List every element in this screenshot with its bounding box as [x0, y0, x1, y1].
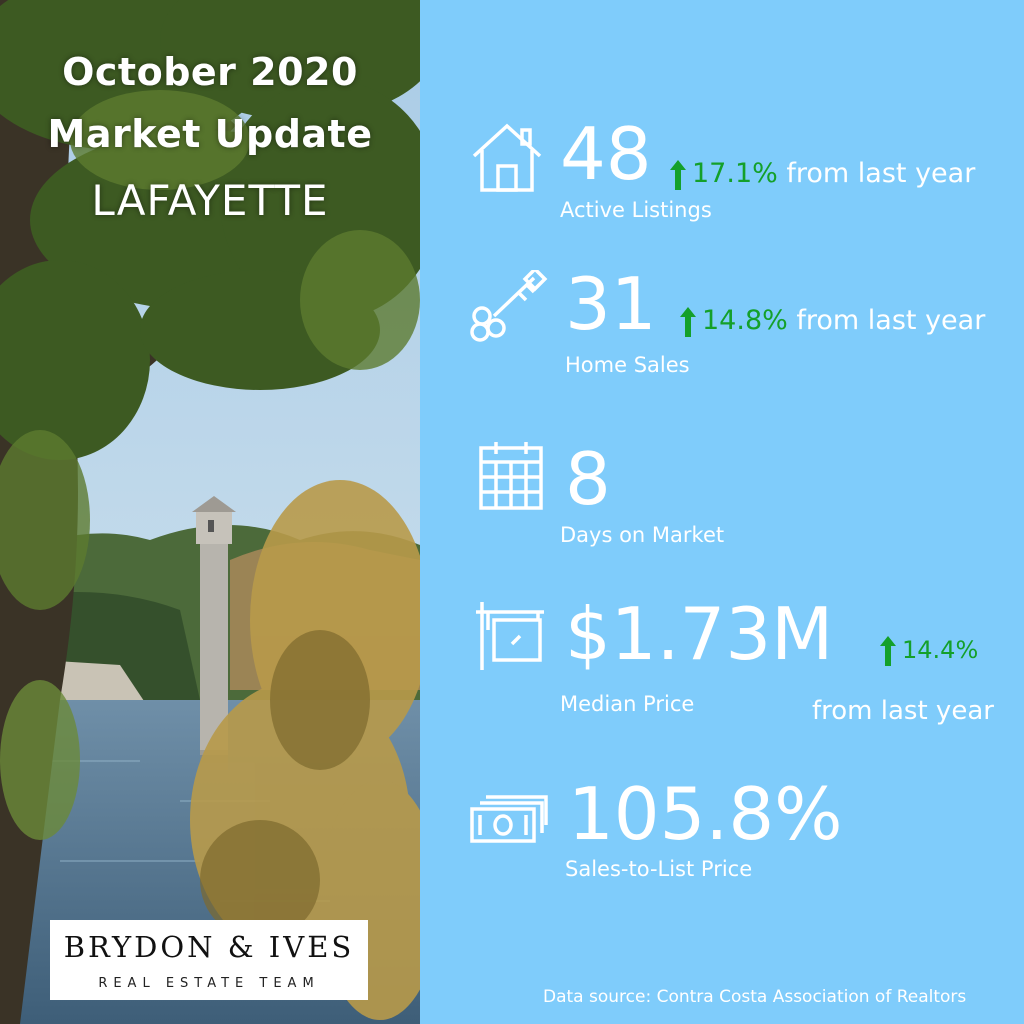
stat-days-on-market-label: Days on Market: [560, 523, 725, 547]
up-arrow-icon: [880, 636, 896, 666]
stat-active-listings-change: [670, 158, 975, 190]
house-icon: [470, 120, 544, 194]
stat-home-sales-label: Home Sales: [565, 353, 690, 377]
up-arrow-icon: [680, 307, 696, 337]
logo-tagline: REAL ESTATE TEAM: [98, 976, 320, 991]
change-percent: 14.4%: [902, 636, 979, 664]
stat-days-on-market-value: 8: [565, 437, 611, 521]
stat-median-price-label: Median Price: [560, 692, 695, 716]
stat-home-sales-value: 31: [565, 262, 657, 346]
logo-name: BRYDON & IVES: [63, 930, 355, 964]
brand-logo: [50, 920, 368, 1000]
stat-active-listings-label: Active Listings: [560, 198, 712, 222]
stat-median-price-change-suffix: from last year: [812, 696, 994, 726]
data-source: Data source: Contra Costa Association of Realtors: [543, 987, 967, 1007]
money-stack-icon: [470, 795, 548, 845]
stat-active-listings-value: 48: [560, 112, 652, 196]
stat-median-price-change: [880, 636, 978, 666]
change-suffix: from last year: [786, 158, 976, 189]
calendar-icon: [478, 440, 544, 512]
change-percent: 17.1%: [692, 158, 778, 189]
keys-icon: [468, 270, 548, 342]
title-city: LAFAYETTE: [91, 176, 329, 225]
up-arrow-icon: [670, 160, 686, 190]
change-percent: 14.8%: [702, 305, 788, 336]
title-market-update: Market Update: [47, 112, 373, 156]
title-month: October 2020: [62, 50, 358, 94]
stat-sales-to-list-label: Sales-to-List Price: [565, 857, 753, 881]
stat-home-sales-change: [680, 305, 985, 337]
stat-sales-to-list-value: 105.8%: [568, 772, 843, 856]
for-sale-sign-icon: [472, 600, 548, 672]
stat-median-price-value: $1.73M: [565, 592, 834, 676]
change-suffix: from last year: [796, 305, 986, 336]
photo-panel: [0, 0, 420, 1024]
